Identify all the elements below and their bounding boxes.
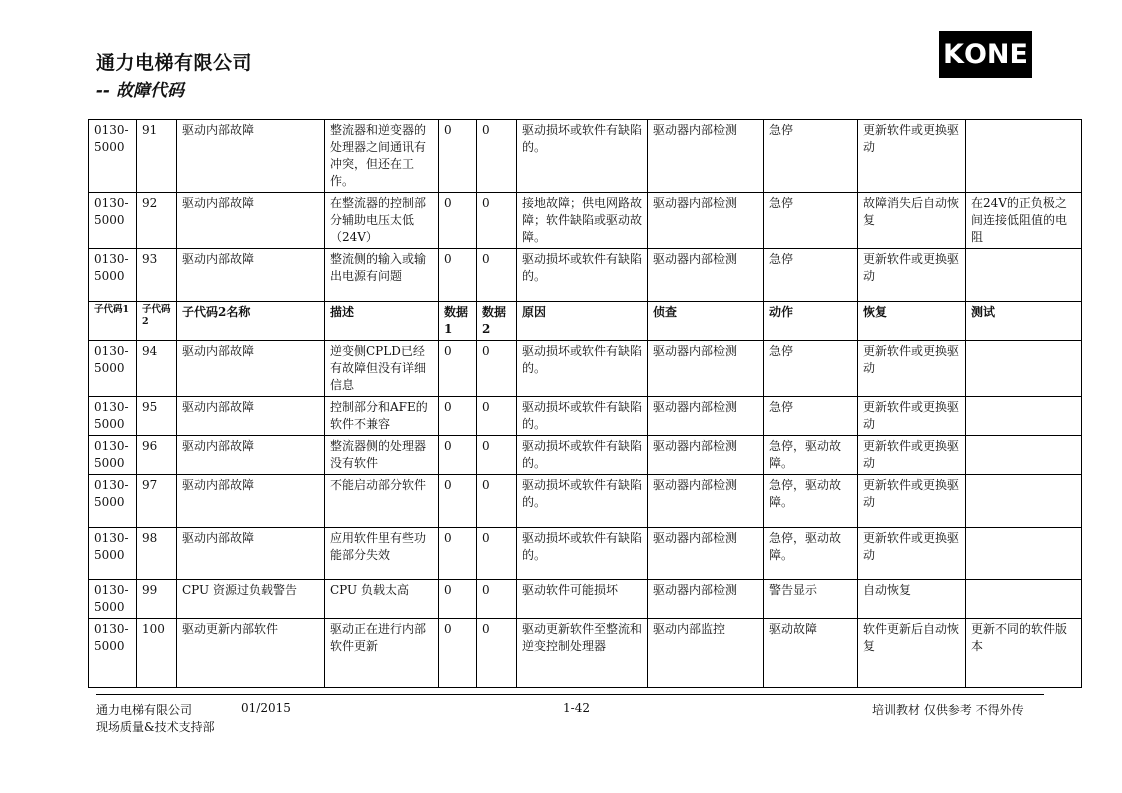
cell-test (966, 120, 1082, 193)
cell-name: 驱动内部故障 (177, 193, 325, 249)
cell-name: 驱动内部故障 (177, 436, 325, 475)
footer-notice: 培训教材 仅供参考 不得外传 (872, 703, 1024, 717)
cell-data2: 0 (477, 475, 517, 528)
header-row (89, 302, 1082, 341)
cell-data2: 0 (477, 120, 517, 193)
cell-subcode2: 94 (137, 341, 177, 397)
cell-subcode2: 97 (137, 475, 177, 528)
footer-page-number: 1-42 (563, 701, 590, 715)
company-title: 通力电梯有限公司 (96, 52, 253, 74)
header-subcode2: 子代码2 (137, 302, 177, 341)
cell-data2: 0 (477, 249, 517, 302)
table-row (89, 120, 1082, 193)
cell-recovery: 更新软件或更换驱动 (858, 120, 966, 193)
cell-action: 急停 (764, 341, 858, 397)
cell-name: 驱动内部故障 (177, 528, 325, 580)
cell-test (966, 397, 1082, 436)
cell-cause: 驱动软件可能损坏 (517, 580, 648, 619)
cell-data1: 0 (439, 619, 477, 688)
cell-action: 急停，驱动故障。 (764, 475, 858, 528)
table-row (89, 475, 1082, 528)
cell-subcode2: 98 (137, 528, 177, 580)
header-recovery: 恢复 (858, 302, 966, 341)
logo-letter-n: N (986, 39, 1010, 70)
cell-action: 急停，驱动故障。 (764, 528, 858, 580)
cell-data1: 0 (439, 580, 477, 619)
table-row (89, 436, 1082, 475)
cell-subcode1: 0130-5000 (89, 528, 137, 580)
cell-recovery: 更新软件或更换驱动 (858, 341, 966, 397)
table-row (89, 193, 1082, 249)
header-data2: 数据2 (477, 302, 517, 341)
cell-subcode1: 0130-5000 (89, 619, 137, 688)
cell-subcode2: 91 (137, 120, 177, 193)
cell-description: 逆变侧CPLD已经有故障但没有详细信息 (325, 341, 439, 397)
cell-action: 急停 (764, 397, 858, 436)
cell-detection: 驱动器内部检测 (648, 528, 764, 580)
cell-subcode2: 93 (137, 249, 177, 302)
cell-cause: 驱动损坏或软件有缺陷的。 (517, 249, 648, 302)
cell-detection: 驱动器内部检测 (648, 341, 764, 397)
cell-test (966, 249, 1082, 302)
cell-action: 急停，驱动故障。 (764, 436, 858, 475)
cell-data1: 0 (439, 436, 477, 475)
cell-test: 在24V的正负极之间连接低阻值的电阻 (966, 193, 1082, 249)
cell-test (966, 436, 1082, 475)
footer-company: 通力电梯有限公司 (96, 703, 193, 717)
cell-name: 驱动内部故障 (177, 120, 325, 193)
cell-test: 更新不同的软件版本 (966, 619, 1082, 688)
cell-description: 驱动正在进行内部软件更新 (325, 619, 439, 688)
cell-detection: 驱动器内部检测 (648, 397, 764, 436)
header-cause: 原因 (517, 302, 648, 341)
page-subtitle: -- 故障代码 (96, 81, 185, 101)
cell-description: 应用软件里有些功能部分失效 (325, 528, 439, 580)
cell-data1: 0 (439, 475, 477, 528)
header-description: 描述 (325, 302, 439, 341)
cell-action: 急停 (764, 249, 858, 302)
cell-name: 驱动内部故障 (177, 341, 325, 397)
cell-detection: 驱动器内部检测 (648, 580, 764, 619)
cell-description: 控制部分和AFE的软件不兼容 (325, 397, 439, 436)
cell-subcode1: 0130-5000 (89, 397, 137, 436)
cell-action: 驱动故障 (764, 619, 858, 688)
cell-data2: 0 (477, 528, 517, 580)
header-subcode1: 子代码1 (89, 302, 137, 341)
cell-test (966, 528, 1082, 580)
table-row (89, 341, 1082, 397)
footer-date: 01/2015 (241, 701, 291, 715)
cell-subcode1: 0130-5000 (89, 436, 137, 475)
cell-cause: 驱动损坏或软件有缺陷的。 (517, 475, 648, 528)
cell-data2: 0 (477, 193, 517, 249)
cell-name: CPU 资源过负载警告 (177, 580, 325, 619)
cell-data2: 0 (477, 436, 517, 475)
cell-recovery: 更新软件或更换驱动 (858, 528, 966, 580)
cell-recovery: 更新软件或更换驱动 (858, 397, 966, 436)
cell-test (966, 580, 1082, 619)
table-body-bottom (89, 341, 1082, 688)
cell-detection: 驱动器内部检测 (648, 249, 764, 302)
cell-name: 驱动内部故障 (177, 475, 325, 528)
table-header (89, 302, 1082, 341)
cell-subcode1: 0130-5000 (89, 193, 137, 249)
cell-recovery: 更新软件或更换驱动 (858, 249, 966, 302)
cell-cause: 驱动损坏或软件有缺陷的。 (517, 528, 648, 580)
cell-recovery: 故障消失后自动恢复 (858, 193, 966, 249)
cell-name: 驱动内部故障 (177, 397, 325, 436)
cell-data2: 0 (477, 580, 517, 619)
cell-data1: 0 (439, 193, 477, 249)
header-subcode2-name: 子代码2名称 (177, 302, 325, 341)
table-row (89, 249, 1082, 302)
cell-data1: 0 (439, 341, 477, 397)
cell-detection: 驱动器内部检测 (648, 475, 764, 528)
cell-recovery: 软件更新后自动恢复 (858, 619, 966, 688)
cell-cause: 接地故障；供电网路故障；软件缺陷或驱动故障。 (517, 193, 648, 249)
cell-action: 急停 (764, 193, 858, 249)
fault-code-table (88, 119, 1082, 688)
cell-detection: 驱动器内部检测 (648, 436, 764, 475)
header-action: 动作 (764, 302, 858, 341)
table-row (89, 397, 1082, 436)
logo-letter-e: E (1009, 39, 1028, 70)
cell-detection: 驱动器内部检测 (648, 193, 764, 249)
cell-subcode2: 95 (137, 397, 177, 436)
cell-cause: 驱动损坏或软件有缺陷的。 (517, 120, 648, 193)
cell-subcode2: 99 (137, 580, 177, 619)
cell-action: 警告显示 (764, 580, 858, 619)
cell-test (966, 475, 1082, 528)
cell-description: CPU 负载太高 (325, 580, 439, 619)
cell-data1: 0 (439, 120, 477, 193)
header-data1: 数据1 (439, 302, 477, 341)
cell-description: 整流器和逆变器的处理器之间通讯有冲突，但还在工作。 (325, 120, 439, 193)
cell-description: 整流侧的输入或输出电源有问题 (325, 249, 439, 302)
cell-data2: 0 (477, 341, 517, 397)
kone-logo (939, 31, 1032, 78)
cell-cause: 驱动损坏或软件有缺陷的。 (517, 436, 648, 475)
cell-cause: 驱动损坏或软件有缺陷的。 (517, 397, 648, 436)
cell-subcode2: 100 (137, 619, 177, 688)
cell-data2: 0 (477, 619, 517, 688)
cell-test (966, 341, 1082, 397)
cell-subcode2: 92 (137, 193, 177, 249)
footer-divider (96, 694, 1044, 695)
cell-subcode1: 0130-5000 (89, 341, 137, 397)
table-row (89, 619, 1082, 688)
header-test: 测试 (966, 302, 1082, 341)
cell-cause: 驱动更新软件至整流和逆变控制处理器 (517, 619, 648, 688)
header-detection: 侦查 (648, 302, 764, 341)
logo-letter-k: K (943, 39, 964, 70)
cell-data1: 0 (439, 528, 477, 580)
cell-data1: 0 (439, 249, 477, 302)
cell-subcode1: 0130-5000 (89, 475, 137, 528)
cell-detection: 驱动器内部检测 (648, 120, 764, 193)
cell-description: 不能启动部分软件 (325, 475, 439, 528)
cell-data2: 0 (477, 397, 517, 436)
cell-subcode1: 0130-5000 (89, 580, 137, 619)
footer-department: 现场质量&技术支持部 (96, 720, 215, 734)
cell-recovery: 更新软件或更换驱动 (858, 475, 966, 528)
logo-letter-o: O (963, 39, 987, 70)
cell-name: 驱动更新内部软件 (177, 619, 325, 688)
cell-description: 在整流器的控制部分辅助电压太低（24V） (325, 193, 439, 249)
table-row (89, 580, 1082, 619)
cell-action: 急停 (764, 120, 858, 193)
table-body-top (89, 120, 1082, 302)
cell-description: 整流器侧的处理器没有软件 (325, 436, 439, 475)
cell-recovery: 更新软件或更换驱动 (858, 436, 966, 475)
cell-subcode2: 96 (137, 436, 177, 475)
cell-cause: 驱动损坏或软件有缺陷的。 (517, 341, 648, 397)
cell-name: 驱动内部故障 (177, 249, 325, 302)
table-row (89, 528, 1082, 580)
cell-recovery: 自动恢复 (858, 580, 966, 619)
cell-subcode1: 0130-5000 (89, 249, 137, 302)
cell-data1: 0 (439, 397, 477, 436)
cell-detection: 驱动内部监控 (648, 619, 764, 688)
cell-subcode1: 0130-5000 (89, 120, 137, 193)
